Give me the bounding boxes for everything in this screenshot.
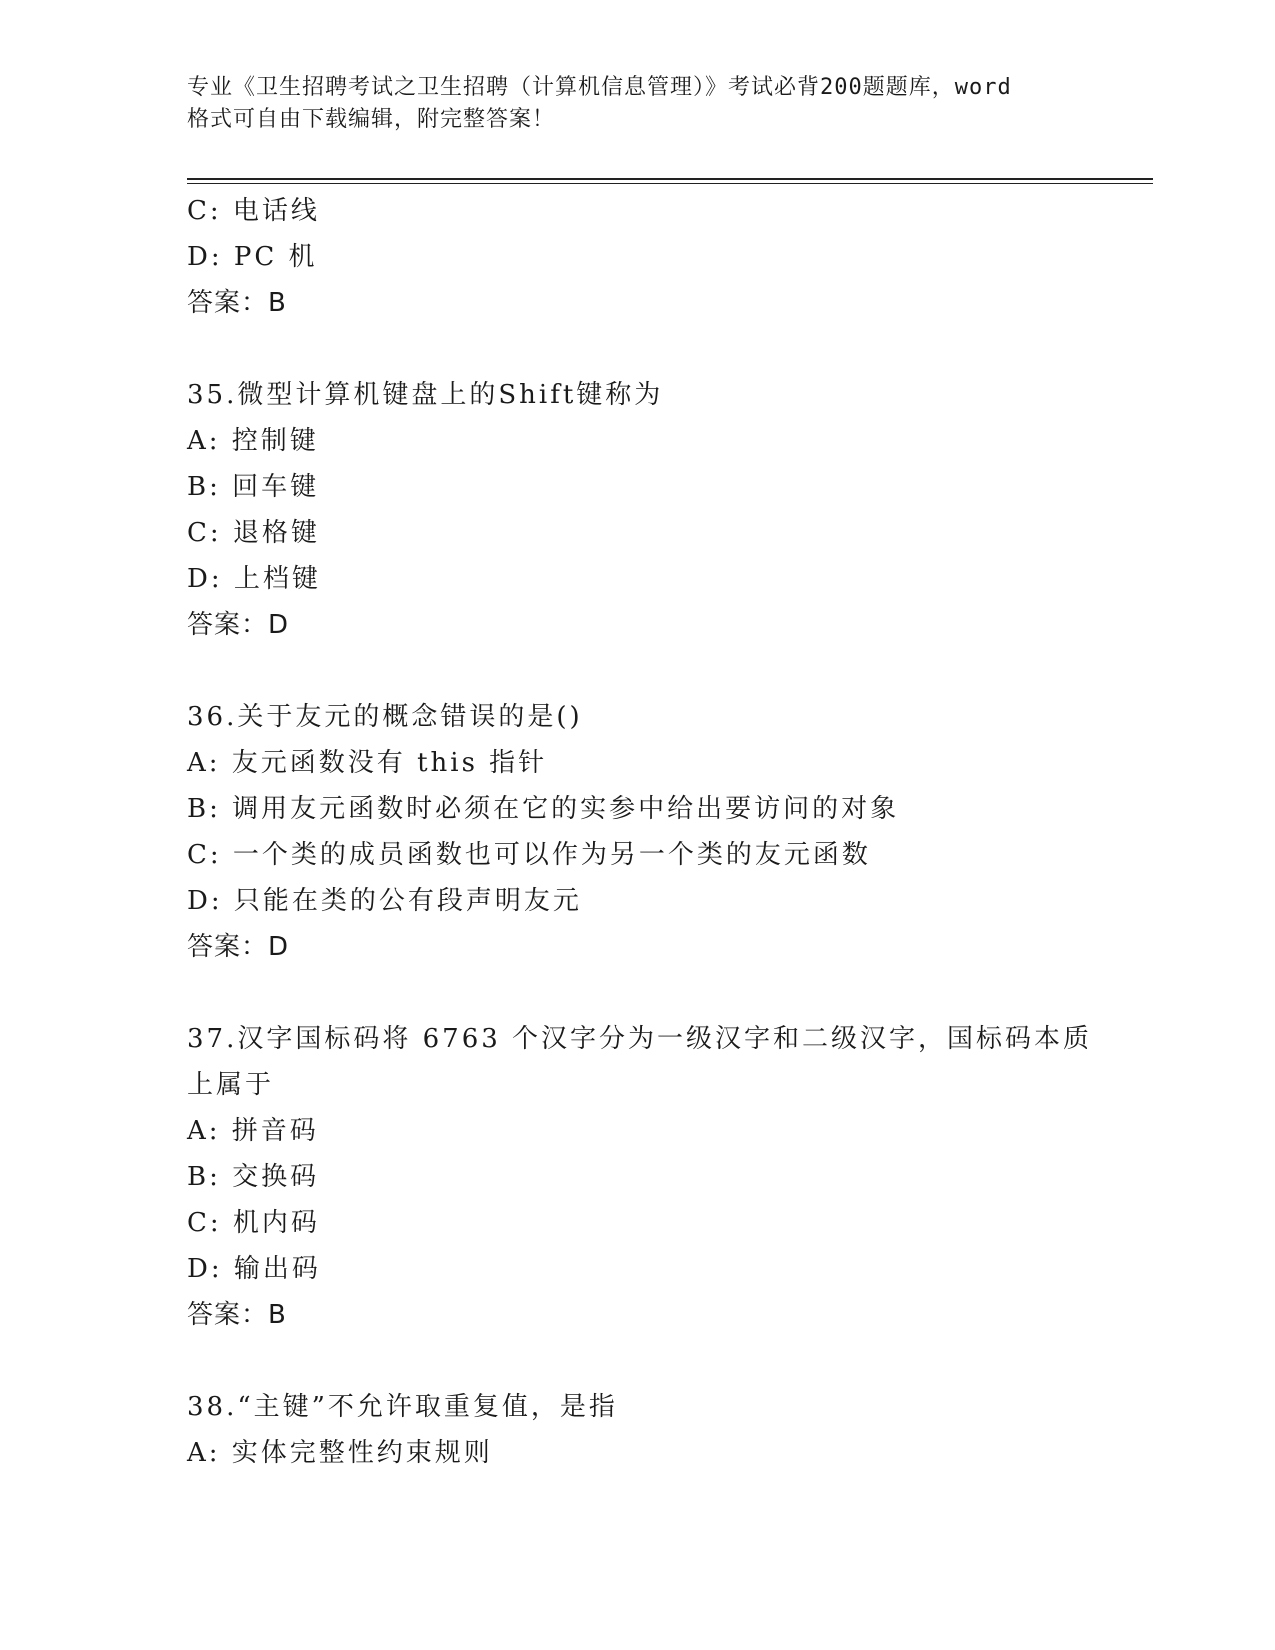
- header-divider-thick: [187, 178, 1153, 180]
- option-a: A: 拼音码: [187, 1116, 319, 1146]
- question-38: [187, 1384, 1087, 1476]
- header-line-1: 专业《卫生招聘考试之卫生招聘（计算机信息管理）》考试必背200题题库，word: [187, 75, 1012, 100]
- option-a: A: 控制键: [187, 426, 319, 456]
- question-text-line-1: 37.汉字国标码将 6763 个汉字分为一级汉字和二级汉字，国标码本质: [187, 1024, 1093, 1054]
- question-37: [187, 1016, 1093, 1338]
- answer-line: 答案：B: [187, 288, 287, 318]
- question-text-line-2: 上属于: [187, 1070, 275, 1100]
- answer-line: 答案：D: [187, 932, 290, 962]
- question-34-tail: [187, 188, 1087, 326]
- option-a: A: 友元函数没有 this 指针: [187, 748, 548, 778]
- question-text: 38.“主键”不允许取重复值，是指: [187, 1392, 618, 1422]
- spacer: [187, 326, 1087, 372]
- question-list: [187, 188, 1093, 1476]
- spacer: [187, 648, 1087, 694]
- header-line-2: 格式可自由下载编辑，附完整答案！: [187, 107, 556, 132]
- option-d: D: PC 机: [187, 242, 318, 272]
- option-b: B: 调用友元函数时必须在它的实参中给出要访问的对象: [187, 794, 900, 824]
- question-35: [187, 372, 1087, 648]
- option-d: D: 输出码: [187, 1254, 321, 1284]
- document-header: [187, 72, 1087, 136]
- answer-line: 答案：D: [187, 610, 290, 640]
- option-b: B: 回车键: [187, 472, 320, 502]
- option-b: B: 交换码: [187, 1162, 320, 1192]
- question-text: 36.关于友元的概念错误的是(): [187, 702, 583, 732]
- option-c: C: 电话线: [187, 196, 320, 226]
- option-d: D: 只能在类的公有段声明友元: [187, 886, 582, 916]
- header-divider-thin: [187, 183, 1153, 184]
- question-text: 35.微型计算机键盘上的Shift键称为: [187, 380, 664, 410]
- option-c: C: 一个类的成员函数也可以作为另一个类的友元函数: [187, 840, 871, 870]
- option-a: A: 实体完整性约束规则: [187, 1438, 493, 1468]
- question-36: [187, 694, 1087, 970]
- option-c: C: 机内码: [187, 1208, 320, 1238]
- option-c: C: 退格键: [187, 518, 320, 548]
- spacer: [187, 970, 1087, 1016]
- answer-line: 答案：B: [187, 1300, 287, 1330]
- option-d: D: 上档键: [187, 564, 321, 594]
- spacer: [187, 1338, 1087, 1384]
